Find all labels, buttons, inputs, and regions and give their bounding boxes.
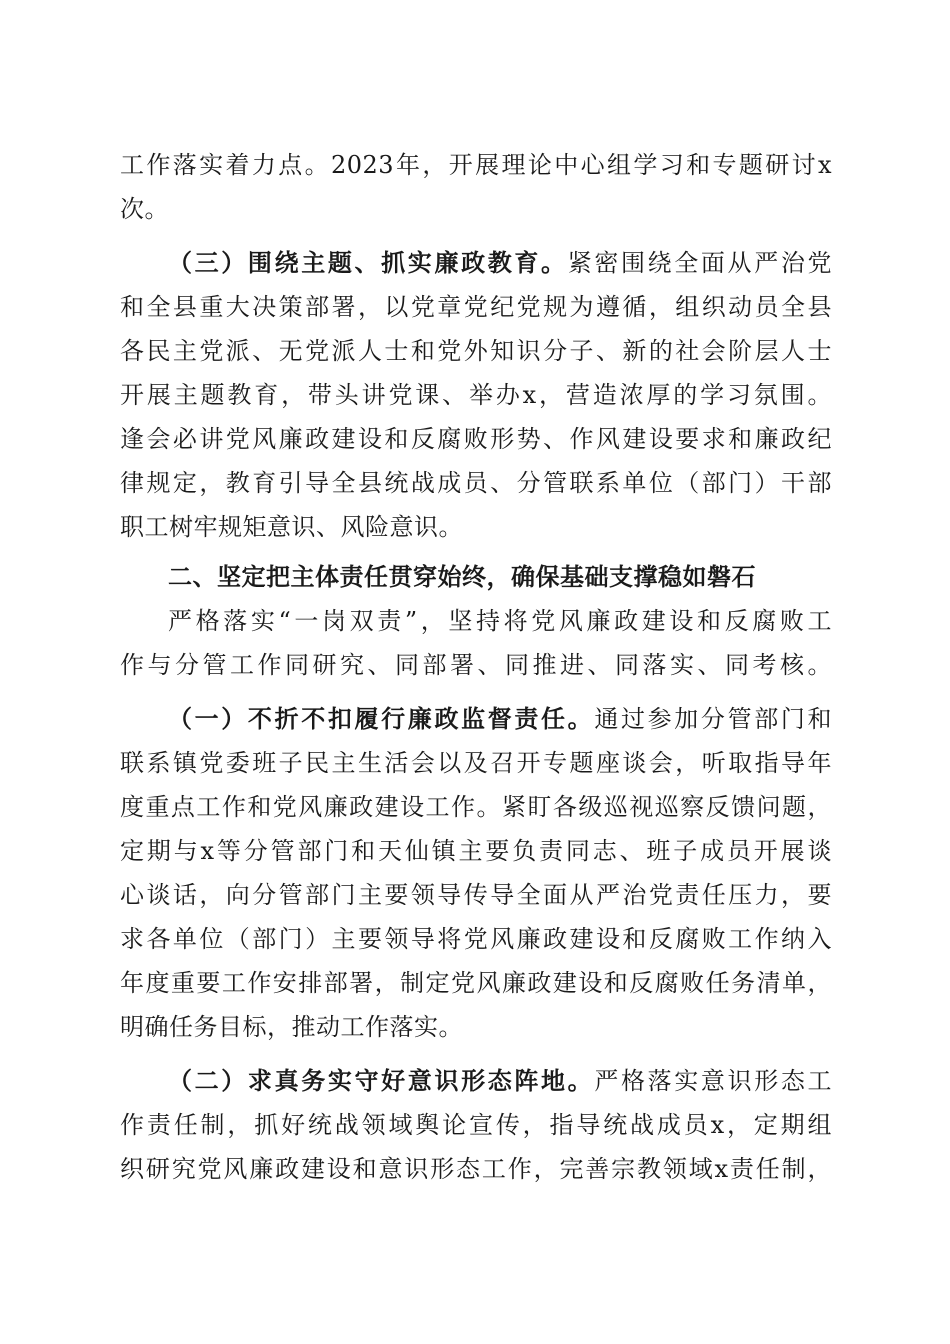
text-line: 职工树牢规矩意识、风险意识。	[120, 513, 463, 541]
text-line: 定期与x等分管部门和天仙镇主要负责同志、班子成员开展谈	[120, 837, 832, 865]
text-line: 明确任务目标，推动工作落实。	[120, 1013, 463, 1041]
text-line	[120, 697, 832, 741]
text-line: 度重点工作和党风廉政建设工作。紧盯各级巡视巡察反馈问题，	[120, 793, 832, 821]
text-line: 工作落实着力点。2023年，开展理论中心组学习和专题研讨x	[120, 151, 832, 179]
paragraph-1	[120, 143, 832, 231]
text-line: 严格落实“一岗双责”，坚持将党风廉政建设和反腐败工	[168, 607, 832, 635]
text-line: 联系镇党委班子民主生活会以及召开专题座谈会，听取指导年	[120, 749, 832, 777]
paragraph-2	[120, 241, 832, 549]
paragraph-lead: （一）不折不扣履行廉政监督责任。	[168, 704, 595, 733]
paragraph-text: 紧密围绕全面从严治党	[567, 249, 832, 277]
text-line: 年度重要工作安排部署，制定党风廉政建设和反腐败任务清单，	[120, 969, 832, 997]
text-line: 织研究党风廉政建设和意识形态工作，完善宗教领域x责任制，	[120, 1155, 832, 1183]
text-line: 各民主党派、无党派人士和党外知识分子、新的社会阶层人士	[120, 337, 832, 365]
text-line: 逢会必讲党风廉政建设和反腐败形势、作风建设要求和廉政纪	[120, 425, 832, 453]
text-line: 作责任制，抓好统战领域舆论宣传，指导统战成员x，定期组	[120, 1111, 832, 1139]
document-page	[120, 143, 832, 1191]
text-line: 求各单位（部门）主要领导将党风廉政建设和反腐败工作纳入	[120, 925, 832, 953]
text-line: 次。	[120, 195, 169, 223]
text-line: 开展主题教育，带头讲党课、举办x，营造浓厚的学习氛围。	[120, 381, 832, 409]
text-line: 心谈话，向分管部门主要领导传导全面从严治党责任压力，要	[120, 881, 832, 909]
paragraph-lead: （二）求真务实守好意识形态阵地。	[168, 1066, 595, 1095]
paragraph-4	[120, 697, 832, 1049]
text-line: 作与分管工作同研究、同部署、同推进、同落实、同考核。	[120, 651, 832, 679]
text-line: 律规定，教育引导全县统战成员、分管联系单位（部门）干部	[120, 469, 832, 497]
text-line	[120, 1059, 832, 1103]
paragraph-3	[120, 599, 832, 687]
paragraph-text: 严格落实意识形态工	[594, 1067, 833, 1095]
text-line: 和全县重大决策部署，以党章党纪党规为遵循，组织动员全县	[120, 293, 832, 321]
paragraph-lead: （三）围绕主题、抓实廉政教育。	[168, 248, 568, 277]
text-line	[120, 241, 832, 285]
section-heading-2: 二、坚定把主体责任贯穿始终，确保基础支撑稳如磐石	[168, 563, 756, 591]
paragraph-text: 通过参加分管部门和	[594, 705, 833, 733]
paragraph-5	[120, 1059, 832, 1191]
